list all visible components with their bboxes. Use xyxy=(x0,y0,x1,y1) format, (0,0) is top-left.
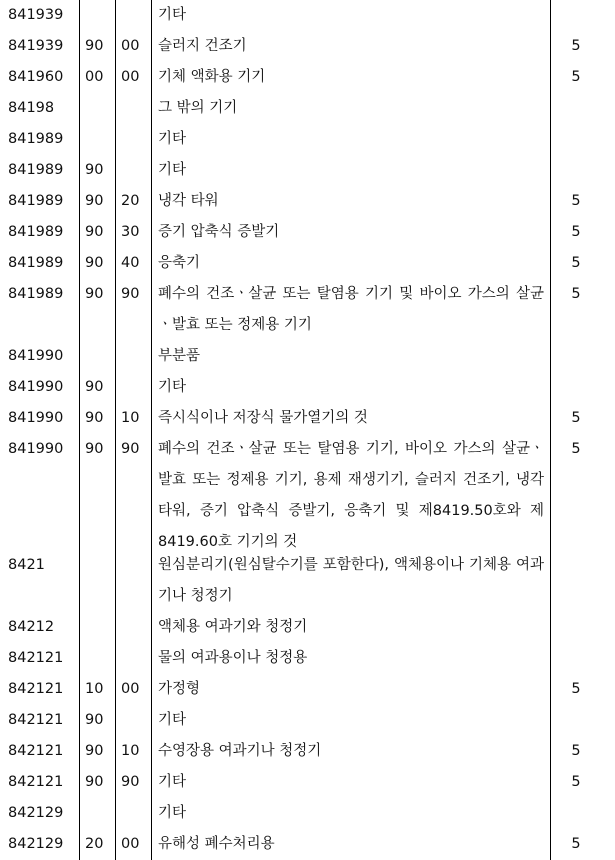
sub-code-a: 20 xyxy=(85,836,104,852)
hs-code: 841989 xyxy=(8,193,64,209)
sub-code-a: 90 xyxy=(85,774,104,790)
hs-code: 841989 xyxy=(8,162,64,178)
column-divider xyxy=(115,0,116,860)
item-description: 액체용 여과기와 청정기 xyxy=(158,619,308,635)
item-description: 물의 여과용이나 청정용 xyxy=(158,650,308,666)
tariff-rate: 5 xyxy=(571,774,581,790)
sub-code-a: 90 xyxy=(85,286,104,302)
sub-code-a: 90 xyxy=(85,255,104,271)
hs-code: 841960 xyxy=(8,69,64,85)
item-description: 기타 xyxy=(158,131,187,147)
item-description: 그 밖의 기기 xyxy=(158,100,238,116)
sub-code-b: 20 xyxy=(121,193,140,209)
hs-code: 841989 xyxy=(8,131,64,147)
hs-code: 841939 xyxy=(8,7,64,23)
item-description: 폐수의 건조ㆍ살균 또는 탈염용 기기 및 바이오 가스의 살균ㆍ발효 또는 정제용 기기 xyxy=(158,286,544,333)
hs-code: 84198 xyxy=(8,100,55,116)
hs-code: 841990 xyxy=(8,410,64,426)
sub-code-b: 00 xyxy=(121,38,140,54)
sub-code-a: 90 xyxy=(85,38,104,54)
sub-code-b: 10 xyxy=(121,743,140,759)
tariff-rate: 5 xyxy=(571,286,581,302)
sub-code-b: 90 xyxy=(121,441,140,457)
sub-code-a: 90 xyxy=(85,379,104,395)
hs-code: 842129 xyxy=(8,836,64,852)
hs-code: 841990 xyxy=(8,379,64,395)
sub-code-a: 90 xyxy=(85,712,104,728)
sub-code-a: 90 xyxy=(85,410,104,426)
item-description: 유해성 폐수처리용 xyxy=(158,836,275,852)
item-description: 가정형 xyxy=(158,681,201,697)
sub-code-a: 90 xyxy=(85,193,104,209)
sub-code-a: 90 xyxy=(85,441,104,457)
tariff-rate: 5 xyxy=(571,69,581,85)
item-description: 부분품 xyxy=(158,348,201,364)
item-description: 기타 xyxy=(158,712,187,728)
hs-code: 8421 xyxy=(8,557,45,573)
column-divider xyxy=(79,0,80,860)
sub-code-a: 90 xyxy=(85,224,104,240)
sub-code-a: 90 xyxy=(85,743,104,759)
sub-code-b: 00 xyxy=(121,69,140,85)
sub-code-b: 30 xyxy=(121,224,140,240)
column-divider xyxy=(151,0,152,860)
tariff-rate: 5 xyxy=(571,410,581,426)
hs-code: 84212 xyxy=(8,619,55,635)
tariff-rate: 5 xyxy=(571,836,581,852)
hs-code: 841989 xyxy=(8,224,64,240)
tariff-rate: 5 xyxy=(571,38,581,54)
item-description: 냉각 타워 xyxy=(158,193,219,209)
tariff-rate: 5 xyxy=(571,224,581,240)
item-description: 즉시식이나 저장식 물가열기의 것 xyxy=(158,410,368,426)
sub-code-b: 10 xyxy=(121,410,140,426)
item-description: 기타 xyxy=(158,162,187,178)
hs-code: 842121 xyxy=(8,681,64,697)
tariff-rate: 5 xyxy=(571,681,581,697)
tariff-rate: 5 xyxy=(571,193,581,209)
item-description: 기타 xyxy=(158,379,187,395)
item-description: 기타 xyxy=(158,774,187,790)
tariff-rate: 5 xyxy=(571,441,581,457)
item-description: 기타 xyxy=(158,7,187,23)
hs-code: 842129 xyxy=(8,805,64,821)
hs-code: 841990 xyxy=(8,348,64,364)
item-description: 수영장용 여과기나 청정기 xyxy=(158,743,322,759)
item-description: 기타 xyxy=(158,805,187,821)
tariff-rate: 5 xyxy=(571,743,581,759)
hs-code: 841989 xyxy=(8,286,64,302)
hs-code: 841990 xyxy=(8,441,64,457)
sub-code-b: 00 xyxy=(121,836,140,852)
item-description: 폐수의 건조ㆍ살균 또는 탈염용 기기, 바이오 가스의 살균ㆍ발효 또는 정제용 기기, 용제 재생기기, 슬러지 건조기, 냉각 타워, 증기 압축식 증발기, 응축기 및 제8419.50호와 제8419.60호 기기의 것 xyxy=(158,441,544,550)
hs-code: 841939 xyxy=(8,38,64,54)
item-description: 원심분리기(원심탈수기를 포함한다), 액체용이나 기체용 여과기나 청정기 xyxy=(158,557,544,604)
sub-code-a: 00 xyxy=(85,69,104,85)
hs-code: 842121 xyxy=(8,650,64,666)
item-description: 증기 압축식 증발기 xyxy=(158,224,280,240)
sub-code-b: 40 xyxy=(121,255,140,271)
sub-code-a: 90 xyxy=(85,162,104,178)
item-description: 응축기 xyxy=(158,255,201,271)
tariff-rate: 5 xyxy=(571,255,581,271)
sub-code-b: 90 xyxy=(121,774,140,790)
hs-code: 842121 xyxy=(8,743,64,759)
hs-code: 841989 xyxy=(8,255,64,271)
item-description: 기체 액화용 기기 xyxy=(158,69,266,85)
hs-code: 842121 xyxy=(8,712,64,728)
sub-code-b: 00 xyxy=(121,681,140,697)
sub-code-b: 90 xyxy=(121,286,140,302)
item-description: 슬러지 건조기 xyxy=(158,38,247,54)
hs-code: 842121 xyxy=(8,774,64,790)
sub-code-a: 10 xyxy=(85,681,104,697)
column-divider xyxy=(550,0,551,860)
